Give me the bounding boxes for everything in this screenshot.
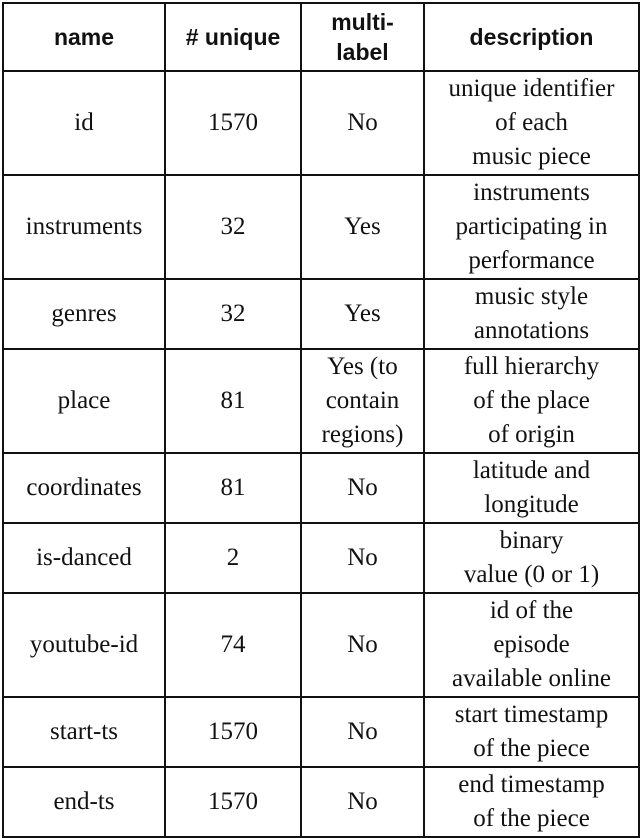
cell-multilabel: No	[301, 593, 424, 697]
cell-name: genres	[3, 279, 165, 349]
cell-unique: 2	[165, 523, 301, 593]
cell-multilabel: No	[301, 697, 424, 767]
cell-name: youtube-id	[3, 593, 165, 697]
cell-description: full hierarchy of the place of origin	[424, 349, 639, 453]
table-row	[3, 767, 639, 837]
cell-name: id	[3, 71, 165, 175]
cell-unique: 81	[165, 453, 301, 523]
cell-description: binary value (0 or 1)	[424, 523, 639, 593]
header-description: description	[424, 3, 639, 71]
cell-description: latitude and longitude	[424, 453, 639, 523]
header-multilabel: multi- label	[301, 3, 424, 71]
cell-multilabel: No	[301, 453, 424, 523]
cell-name: instruments	[3, 175, 165, 279]
cell-multilabel: No	[301, 523, 424, 593]
cell-name: place	[3, 349, 165, 453]
cell-description: music style annotations	[424, 279, 639, 349]
table-row	[3, 349, 639, 453]
cell-multilabel: Yes	[301, 175, 424, 279]
cell-multilabel: Yes	[301, 279, 424, 349]
header-unique: # unique	[165, 3, 301, 71]
cell-multilabel: No	[301, 71, 424, 175]
table-row	[3, 593, 639, 697]
table-row	[3, 279, 639, 349]
cell-description: instruments participating in performance	[424, 175, 639, 279]
cell-description: unique identifier of each music piece	[424, 71, 639, 175]
table-row	[3, 523, 639, 593]
table-row	[3, 697, 639, 767]
header-row	[3, 3, 639, 71]
cell-name: end-ts	[3, 767, 165, 837]
metadata-table	[2, 2, 640, 838]
cell-unique: 81	[165, 349, 301, 453]
cell-unique: 1570	[165, 697, 301, 767]
cell-description: id of the episode available online	[424, 593, 639, 697]
cell-unique: 32	[165, 279, 301, 349]
cell-name: coordinates	[3, 453, 165, 523]
table-row	[3, 453, 639, 523]
table-row	[3, 71, 639, 175]
header-name: name	[3, 3, 165, 71]
cell-unique: 32	[165, 175, 301, 279]
cell-name: is-danced	[3, 523, 165, 593]
cell-name: start-ts	[3, 697, 165, 767]
cell-description: start timestamp of the piece	[424, 697, 639, 767]
cell-unique: 1570	[165, 71, 301, 175]
table-row	[3, 175, 639, 279]
cell-unique: 74	[165, 593, 301, 697]
cell-description: end timestamp of the piece	[424, 767, 639, 837]
cell-multilabel: Yes (to contain regions)	[301, 349, 424, 453]
cell-unique: 1570	[165, 767, 301, 837]
cell-multilabel: No	[301, 767, 424, 837]
